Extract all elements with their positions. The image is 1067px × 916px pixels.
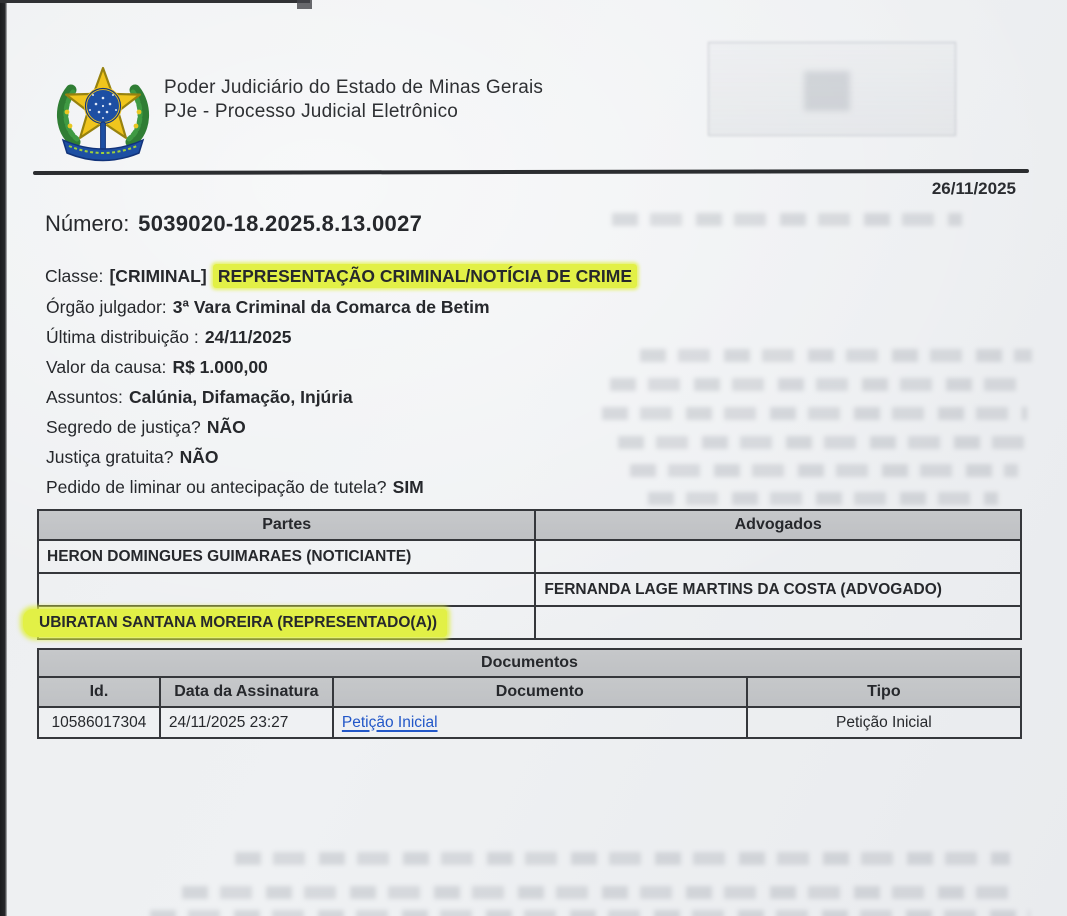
documento-link[interactable]: Petição Inicial [341, 713, 438, 731]
bleedthrough-line [235, 852, 1010, 865]
scan-edge-shadow [297, 0, 312, 9]
bleedthrough-line [602, 407, 1027, 420]
case-class-highlighted: REPRESENTAÇÃO CRIMINAL/NOTÍCIA DE CRIME [213, 264, 637, 288]
document-date: 26/11/2025 [931, 179, 1016, 198]
field-label: Pedido de liminar ou antecipação de tutela? [46, 477, 387, 497]
advogado-cell: FERNANDA LAGE MARTINS DA COSTA (ADVOGADO) [535, 573, 1021, 606]
field-label: Última distribuição : [46, 327, 199, 347]
id-header: Id. [38, 677, 160, 707]
bleedthrough-line [640, 349, 1032, 362]
highlighted-party: UBIRATAN SANTANA MOREIRA (REPRESENTADO(A)) [23, 609, 447, 637]
partes-header-row [38, 510, 1021, 540]
field-orgao-julgador [46, 297, 490, 318]
field-value: SIM [392, 477, 424, 497]
documento-header: Documento [333, 677, 747, 707]
field-valor-causa [46, 357, 268, 378]
table-row [38, 573, 1021, 606]
documento-data-assinatura: 24/11/2025 23:27 [160, 707, 333, 738]
bleedthrough-line [648, 492, 998, 505]
advogado-cell [535, 606, 1021, 639]
bleedthrough-line [150, 910, 1030, 916]
table-row [38, 540, 1021, 573]
field-value: Calúnia, Difamação, Injúria [128, 387, 353, 407]
documentos-header-row [38, 677, 1021, 707]
advogado-cell [535, 540, 1021, 573]
documentos-title: Documentos [38, 649, 1021, 677]
header-divider [33, 169, 1029, 175]
advogados-header: Advogados [535, 510, 1021, 540]
field-label: Assuntos: [46, 387, 123, 407]
tipo-header: Tipo [747, 677, 1021, 707]
data-assinatura-header: Data da Assinatura [160, 677, 333, 707]
field-justica-gratuita [46, 447, 218, 468]
field-label: Segredo de justiça? [46, 417, 201, 437]
field-value: R$ 1.000,00 [172, 357, 268, 377]
header-organization [164, 76, 543, 124]
field-assuntos [46, 387, 353, 408]
org-line-2: PJe - Processo Judicial Eletrônico [164, 101, 459, 122]
case-number-line [45, 211, 422, 237]
bleedthrough-line [182, 886, 1017, 899]
field-value: 24/11/2025 [204, 327, 292, 347]
case-class-prefix: [CRIMINAL] [109, 266, 207, 286]
field-label: Justiça gratuita? [46, 447, 174, 467]
field-segredo-justica [46, 417, 246, 438]
field-label: Órgão julgador: [46, 297, 167, 317]
bleedthrough-box [708, 42, 956, 136]
field-value: 3ª Vara Criminal da Comarca de Betim [172, 297, 490, 317]
field-pedido-liminar [46, 477, 424, 498]
case-class-line [45, 266, 637, 287]
scan-edge-shadow [0, 0, 310, 3]
documentos-table [37, 648, 1022, 739]
parte-cell [38, 573, 535, 606]
case-number-label: Número: [45, 211, 130, 236]
field-ultima-distribuicao [46, 327, 291, 348]
bleedthrough-line [612, 213, 962, 226]
case-number-value: 5039020-18.2025.8.13.0027 [138, 211, 423, 236]
scan-edge-shadow [0, 0, 7, 916]
case-class-label: Classe: [45, 266, 104, 286]
bleedthrough-line [610, 378, 1020, 391]
brazil-coat-of-arms-logo [52, 60, 154, 168]
field-value: NÃO [206, 417, 246, 437]
field-label: Valor da causa: [46, 357, 167, 377]
documento-id: 10586017304 [38, 707, 160, 738]
partes-table [37, 509, 1022, 640]
org-line-1: Poder Judiciário do Estado de Minas Gerais [164, 77, 544, 98]
documentos-title-row [38, 649, 1021, 677]
bleedthrough-line [618, 436, 1030, 449]
partes-header: Partes [38, 510, 535, 540]
bleedthrough-line [630, 464, 1018, 477]
parte-cell-highlighted [38, 606, 535, 639]
field-value: NÃO [179, 447, 219, 467]
documento-tipo: Petição Inicial [747, 707, 1021, 738]
parte-cell: HERON DOMINGUES GUIMARAES (NOTICIANTE) [38, 540, 535, 573]
documento-row [38, 707, 1021, 738]
table-row [38, 606, 1021, 639]
